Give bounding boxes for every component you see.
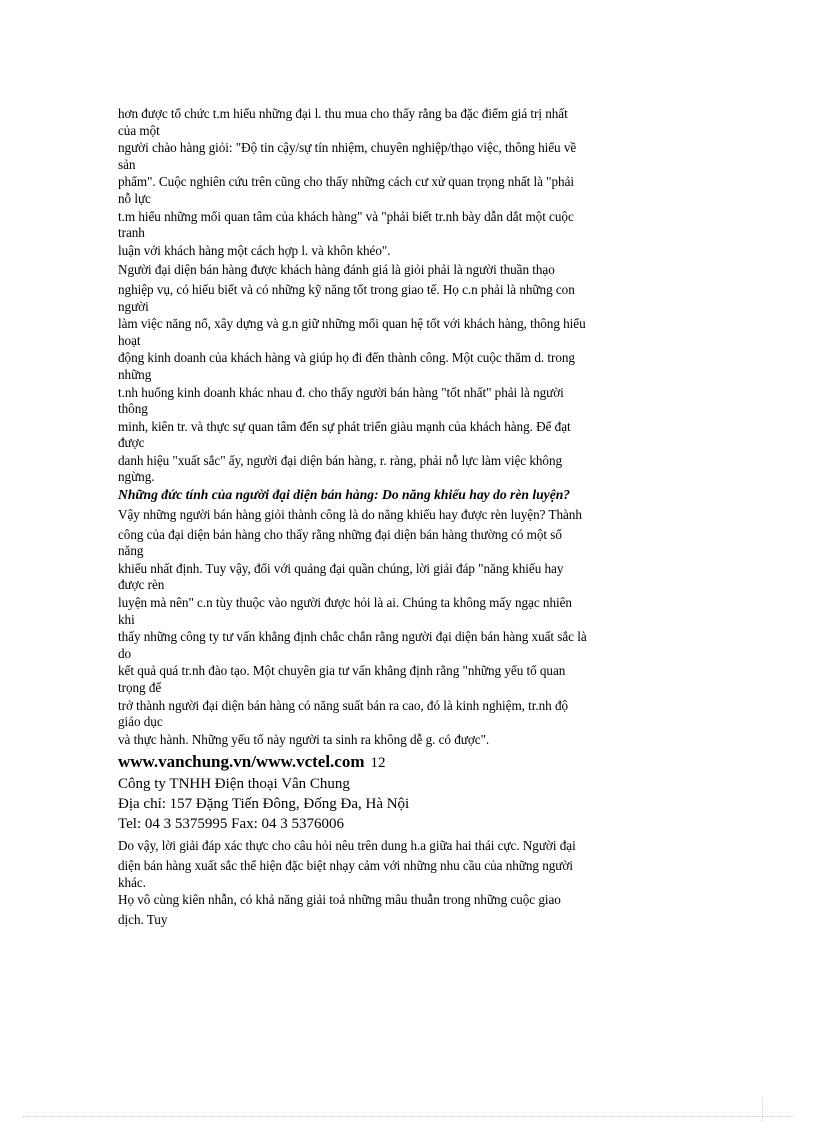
text-line: Vậy những người bán hàng giỏi thành công là do năng khiếu hay được rèn luyện? Thành: [118, 507, 582, 523]
text-line: được: [118, 435, 145, 451]
text-line: trọng để: [118, 680, 162, 695]
text-line: luận với khách hàng một cách hợp l. và khôn khéo".: [118, 242, 391, 258]
text-line: tranh: [118, 225, 145, 241]
text-line: năng: [118, 543, 144, 559]
text-line: động kinh doanh của khách hàng và giúp họ đi đến thành công. Một cuộc thăm d. trong: [118, 350, 575, 366]
text-line: công của đại diện bán hàng cho thấy rằng những đại diện bán hàng thường có một số: [118, 526, 562, 542]
text-line: kết quả quá tr.nh đào tạo. Một chuyên gia tư vấn khẳng định rằng "những yếu tố quan: [118, 663, 566, 679]
text-line: khiếu nhất định. Tuy vậy, đối với quảng đại quần chúng, lời giải đáp "năng khiếu hay: [118, 560, 564, 576]
footer-url-line: [118, 751, 702, 774]
text-line: hơn được tổ chức t.m hiểu những đại l. thu mua cho thấy rằng ba đặc điểm giá trị nhất: [118, 106, 568, 121]
website-link[interactable]: www.vanchung.vn/www.vctel.com: [118, 752, 365, 772]
text-line: giáo dục: [118, 714, 163, 730]
page-number: 12: [370, 755, 386, 772]
section-heading: Những đức tính của người đại diện bán hàng: Do năng khiếu hay do rèn luyện?: [118, 487, 571, 503]
text-line: người: [118, 298, 149, 314]
company-name: Công ty TNHH Điện thoại Vân Chung: [118, 776, 350, 793]
text-line: khi: [118, 611, 135, 627]
company-phone: Tel: 04 3 5375995 Fax: 04 3 5376006: [118, 816, 345, 833]
text-line: của một: [118, 122, 160, 138]
document-page: [118, 104, 702, 929]
text-line: danh hiệu "xuất sắc" ấy, người đại diện bán hàng, r. ràng, phải nỗ lực làm việc không: [118, 452, 563, 468]
body-section-1: [118, 104, 702, 485]
text-line: t.nh huống kinh doanh khác nhau đ. cho thấy người bán hàng "tốt nhất" phải là người: [118, 384, 564, 400]
text-line: hoạt: [118, 332, 141, 348]
text-line: những: [118, 366, 152, 382]
text-line: Người đại diện bán hàng được khách hàng đánh giá là giỏi phải là người thuần thạo: [118, 262, 555, 278]
body-section-2: [118, 505, 702, 749]
text-line: phẩm". Cuộc nghiên cứu trên cũng cho thấy những cách cư xử quan trọng nhất là "phải: [118, 174, 574, 190]
text-line: nỗ lực: [118, 190, 151, 206]
crop-mark-vertical: [762, 1097, 763, 1121]
footer-block: [118, 751, 702, 834]
text-line: t.m hiểu những mối quan tâm của khách hàng" và "phải biết tr.nh bày dẫn dắt một cuộc: [118, 208, 574, 224]
text-line: ngừng.: [118, 469, 155, 485]
text-line: diện bán hàng xuất sắc thể hiện đặc biệt nhạy cảm với những nhu cầu của những người: [118, 857, 573, 873]
text-line: nghiệp vụ, có hiểu biết và có những kỹ năng tốt trong giao tế. Họ c.n phải là những con: [118, 281, 575, 297]
text-line: được rèn: [118, 577, 165, 593]
text-line: và thực hành. Những yếu tố này người ta sinh ra không dễ g. có được".: [118, 731, 490, 747]
text-line: người chào hàng giỏi: "Độ tin cậy/sự tín nhiệm, chuyên nghiệp/thạo việc, thông hiểu về: [118, 140, 577, 156]
text-line: Do vậy, lời giải đáp xác thực cho câu hỏi nêu trên dung h.a giữa hai thái cực. Người đại: [118, 838, 576, 854]
text-line: Họ vô cùng kiên nhẫn, có khả năng giải toả những mâu thuẫn trong những cuộc giao: [118, 892, 561, 908]
text-line: dịch. Tuy: [118, 911, 168, 927]
crop-mark-horizontal: [752, 1116, 774, 1117]
text-line: làm việc năng nổ, xây dựng và g.n giữ những mối quan hệ tốt với khách hàng, thông hiểu: [118, 316, 586, 332]
text-line: thông: [118, 401, 148, 417]
text-line: thấy những công ty tư vấn khẳng định chắc chắn rằng người đại diện bán hàng xuất sắc là: [118, 629, 587, 645]
text-line: khác.: [118, 874, 146, 890]
text-line: minh, kiên tr. và thực sự quan tâm đến sự phát triển giàu mạnh của khách hàng. Để đạt: [118, 418, 571, 434]
text-line: do: [118, 645, 132, 661]
text-line: trở thành người đại diện bán hàng có năng suất bán ra cao, đó là kinh nghiệm, tr.nh độ: [118, 697, 569, 713]
page-bottom-border: [22, 1116, 794, 1117]
company-address: Địa chỉ: 157 Đặng Tiến Đông, Đống Đa, Hà Nội: [118, 796, 410, 813]
text-line: sản: [118, 156, 136, 172]
body-section-3: [118, 836, 702, 929]
corner-crop-mark: [752, 1097, 774, 1121]
text-line: luyện mà nên" c.n tùy thuộc vào người được hỏi là ai. Chúng ta không mấy ngạc nhiên: [118, 595, 572, 611]
